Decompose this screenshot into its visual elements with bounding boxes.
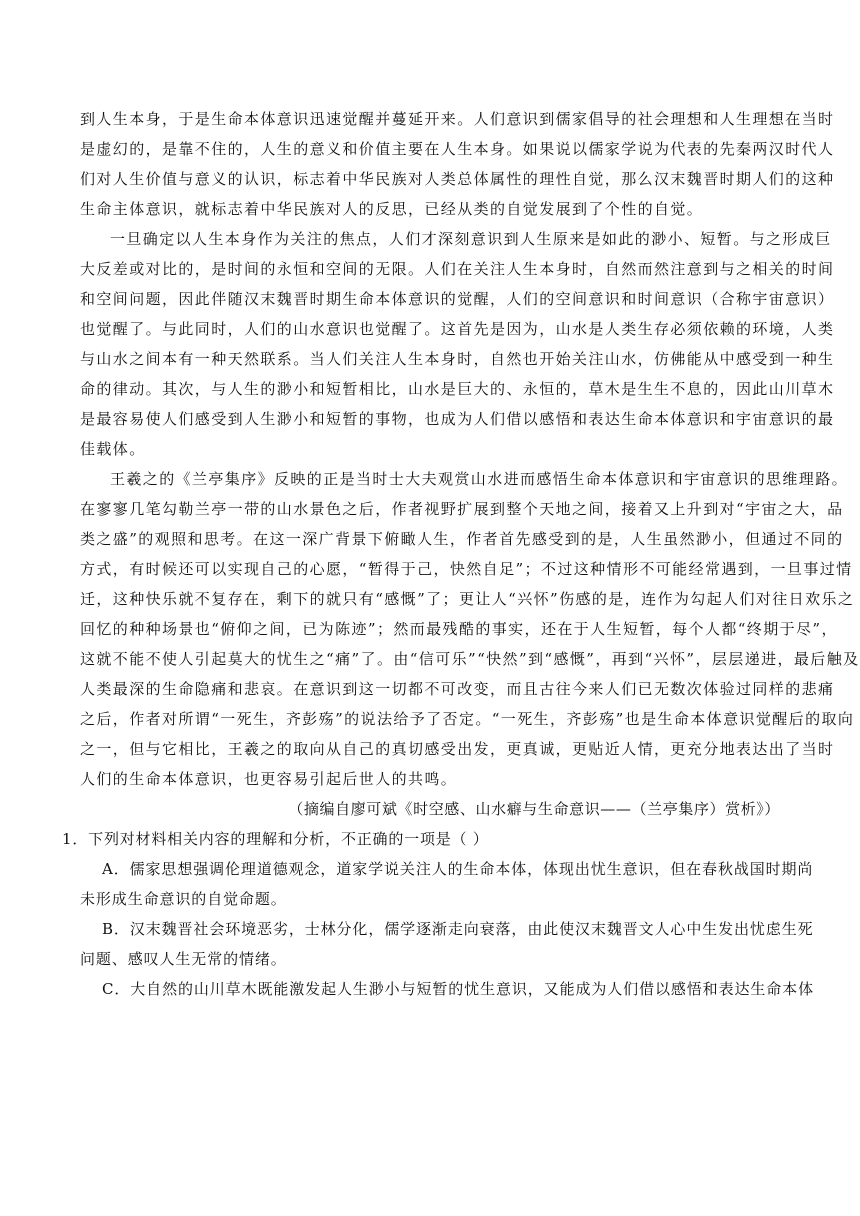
- paragraph-line: 一旦确定以人生本身作为关注的焦点，人们才深刻意识到人生原来是如此的渺小、短暂。与之形成巨: [110, 230, 832, 248]
- paragraph-line: 回忆的种种场景也“俯仰之间，已为陈迹”；然而最残酷的事实，还在于人生短暂，每个人都“终期于尽”，: [80, 620, 838, 638]
- paragraph-line: 也觉醒了。与此同时，人们的山水意识也觉醒了。这首先是因为，山水是人类生存必须依赖的环境，人类: [80, 320, 835, 338]
- option-a: [80, 854, 814, 914]
- paragraph-line: 之后，作者对所谓“一死生，齐彭殇”的说法给予了否定。“一死生，齐彭殇”也是生命本体意识觉醒后的取向: [80, 710, 855, 728]
- paragraph-line: 命的律动。其次，与人生的渺小和短暂相比，山水是巨大的、永恒的，草木是生生不息的，因此山川草木: [80, 380, 835, 398]
- option-c: [80, 974, 814, 1004]
- paragraph-line: 是最容易使人们感受到人生渺小和短暂的事物，也成为人们借以感悟和表达生命本体意识和宇宙意识的最: [80, 410, 835, 428]
- paragraph-2: [80, 224, 835, 464]
- paragraph-line: 们对人生价值与意义的认识，标志着中华民族对人类总体属性的理性自觉，那么汉末魏晋时期人们的这种: [80, 170, 835, 188]
- paragraph-line: 迁，这种快乐就不复存在，剩下的就只有“感慨”了；更让人“兴怀”伤感的是，连作为勾起人们对往日欢乐之: [80, 590, 855, 608]
- paragraph-line: 人类最深的生命隐痛和悲哀。在意识到这一切都不可改变，而且古往今来人们已无数次体验过同样的悲痛: [80, 680, 835, 698]
- paragraph-line: 在寥寥几笔勾勒兰亭一带的山水景色之后，作者视野扩展到整个天地之间，接着又上升到对“宇宙之大，品: [80, 500, 844, 518]
- source-citation: （摘编自廖可斌《时空感、山水癖与生命意识——（兰亭集序）赏析》）: [288, 800, 780, 818]
- paragraph-line: 方式，有时候还可以实现自己的心愿，“暂得于己，快然自足”；不过这种情形不可能经常遇到，一旦事过情: [80, 560, 853, 578]
- paragraph-3: [80, 464, 860, 794]
- option-b: [80, 914, 814, 974]
- paragraph-line: 佳载体。: [80, 440, 146, 458]
- paragraph-line: 这就不能不使人引起莫大的忧生之“痛”了。由“信可乐”“快然”到“感慨”，再到“兴怀”，层层递进，最后触及: [80, 650, 860, 668]
- paragraph-line: 王羲之的《兰亭集序》反映的正是当时士大夫观赏山水进而感悟生命本体意识和宇宙意识的思维理路。: [110, 470, 849, 488]
- paragraph-line: 与山水之间本有一种天然联系。当人们关注人生本身时，自然也开始关注山水，仿佛能从中感受到一种生: [80, 350, 835, 368]
- paragraph-line: 生命主体意识，就标志着中华民族对人的反思，已经从类的自觉发展到了个性的自觉。: [80, 200, 704, 218]
- paragraph-line: 和空间问题，因此伴随汉末魏晋时期生命本体意识的觉醒，人们的空间意识和时间意识（合称宇宙意识）: [80, 290, 835, 308]
- option-line: 问题、感叹人生无常的情绪。: [80, 950, 287, 968]
- paragraph-line: 是虚幻的，是靠不住的，人生的意义和价值主要在人生本身。如果说以儒家学说为代表的先秦两汉时代人: [80, 140, 835, 158]
- paragraph-line: 类之盛”的观照和思考。在这一深广背景下俯瞰人生，作者首先感受到的是，人生虽然渺小，但通过不同的: [80, 530, 844, 548]
- document-page: [62, 104, 860, 1004]
- question-stem: 1．下列对材料相关内容的理解和分析，不正确的一项是（ ）: [62, 830, 489, 848]
- paragraph-line: 之一，但与它相比，王羲之的取向从自己的真切感受出发，更真诚，更贴近人情，更充分地表达出了当时: [80, 740, 835, 758]
- paragraph-line: 大反差或对比的，是时间的永恒和空间的无限。人们在关注人生本身时，自然而然注意到与之相关的时间: [80, 260, 835, 278]
- option-line: A．儒家思想强调伦理道德观念，道家学说关注人的生命本体，体现出忧生意识，但在春秋战国时期尚: [102, 860, 814, 878]
- option-line: B．汉末魏晋社会环境恶劣，士林分化，儒学逐渐走向衰落，由此使汉末魏晋文人心中生发出忧虑生死: [102, 920, 814, 938]
- paragraph-line: 人们的生命本体意识，也更容易引起后世人的共鸣。: [80, 770, 458, 788]
- paragraph-line: 到人生本身，于是生命本体意识迅速觉醒并蔓延开来。人们意识到儒家倡导的社会理想和人生理想在当时: [80, 110, 835, 128]
- option-line: C．大自然的山川草木既能激发起人生渺小与短暂的忧生意识，又能成为人们借以感悟和表达生命本体: [102, 980, 814, 998]
- option-line: 未形成生命意识的自觉命题。: [80, 890, 287, 908]
- question-1: [62, 824, 814, 1004]
- paragraph-1: [80, 104, 835, 224]
